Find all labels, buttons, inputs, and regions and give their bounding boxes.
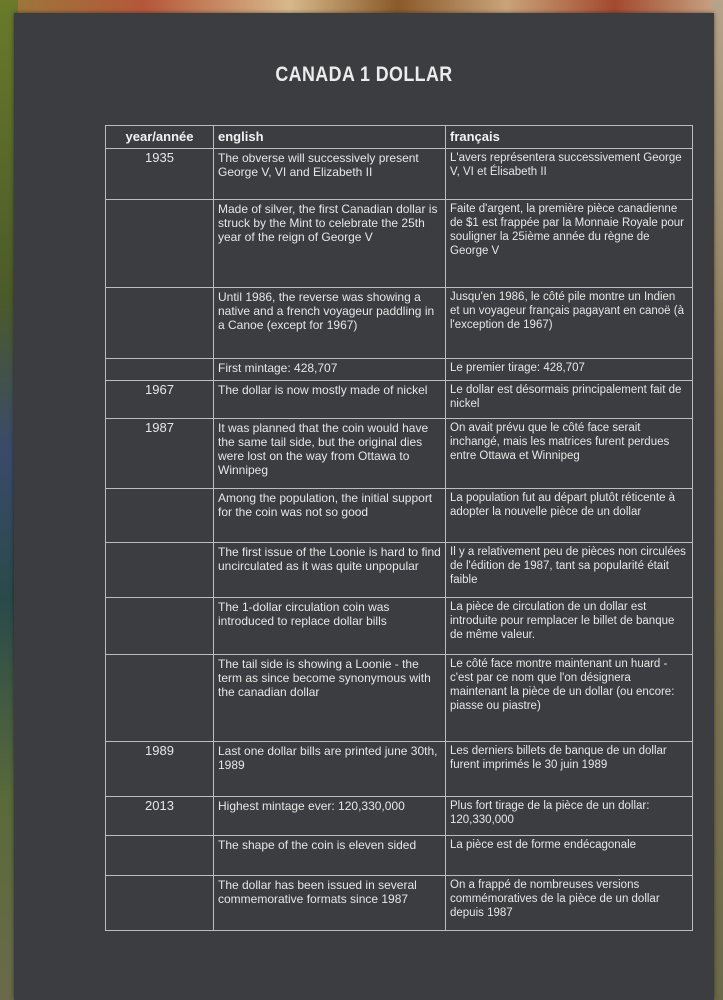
row-year xyxy=(106,598,214,655)
table-row xyxy=(106,149,693,200)
row-year xyxy=(106,200,214,288)
row-french: La pièce est de forme endécagonale xyxy=(446,836,693,876)
row-english: It was planned that the coin would have the same tail side, but the original dies were lost on the way from Ottawa to Winnipeg xyxy=(214,419,446,489)
header-year: year/année xyxy=(106,126,214,149)
row-english: Among the population, the initial support for the coin was not so good xyxy=(214,489,446,543)
row-year: 1989 xyxy=(106,742,214,797)
row-english: The 1-dollar circulation coin was introduced to replace dollar bills xyxy=(214,598,446,655)
table-row xyxy=(106,359,693,381)
header-french: français xyxy=(446,126,693,149)
row-year: 1935 xyxy=(106,149,214,200)
row-french: Le premier tirage: 428,707 xyxy=(446,359,693,381)
table-row xyxy=(106,489,693,543)
display-board xyxy=(14,13,714,1000)
row-year xyxy=(106,543,214,598)
table-row xyxy=(106,200,693,288)
row-french: On a frappé de nombreuses versions commémoratives de la pièce de un dollar depuis 1987 xyxy=(446,876,693,931)
row-year xyxy=(106,288,214,359)
row-french: Plus fort tirage de la pièce de un dollar: 120,330,000 xyxy=(446,797,693,836)
table-row xyxy=(106,742,693,797)
row-year: 2013 xyxy=(106,797,214,836)
row-english: Highest mintage ever: 120,330,000 xyxy=(214,797,446,836)
row-french: On avait prévu que le côté face serait inchangé, mais les matrices furent perdues entre Ottawa et Winnipeg xyxy=(446,419,693,489)
row-french: La pièce de circulation de un dollar est introduite pour remplacer le billet de banque de même valeur. xyxy=(446,598,693,655)
page-title: CANADA 1 DOLLAR xyxy=(275,63,453,86)
table-row xyxy=(106,876,693,931)
row-year xyxy=(106,876,214,931)
row-french: La population fut au départ plutôt réticente à adopter la nouvelle pièce de un dollar xyxy=(446,489,693,543)
table-row xyxy=(106,419,693,489)
row-english: The shape of the coin is eleven sided xyxy=(214,836,446,876)
row-english: Made of silver, the first Canadian dollar is struck by the Mint to celebrate the 25th year of the reign of George V xyxy=(214,200,446,288)
table-row xyxy=(106,655,693,742)
row-year xyxy=(106,489,214,543)
table-row xyxy=(106,288,693,359)
table-row xyxy=(106,381,693,419)
row-english: The obverse will successively present George V, VI and Elizabeth II xyxy=(214,149,446,200)
row-year xyxy=(106,359,214,381)
row-english: The dollar has been issued in several commemorative formats since 1987 xyxy=(214,876,446,931)
row-english: The tail side is showing a Loonie - the term as since become synonymous with the canadian dollar xyxy=(214,655,446,742)
table-row xyxy=(106,836,693,876)
row-english: First mintage: 428,707 xyxy=(214,359,446,381)
row-english: Last one dollar bills are printed june 30th, 1989 xyxy=(214,742,446,797)
row-english: Until 1986, the reverse was showing a native and a french voyageur paddling in a Canoe (except for 1967) xyxy=(214,288,446,359)
row-year: 1987 xyxy=(106,419,214,489)
row-year xyxy=(106,836,214,876)
header-english: english xyxy=(214,126,446,149)
row-year: 1967 xyxy=(106,381,214,419)
table-header-row xyxy=(106,126,693,149)
row-french: Jusqu'en 1986, le côté pile montre un Indien et un voyageur français pagayant en canoë (à l'exception de 1967) xyxy=(446,288,693,359)
table-row xyxy=(106,797,693,836)
row-french: Il y a relativement peu de pièces non circulées de l'édition de 1987, tant sa popularité était faible xyxy=(446,543,693,598)
row-year xyxy=(106,655,214,742)
row-french: Le dollar est désormais principalement fait de nickel xyxy=(446,381,693,419)
row-french: Les derniers billets de banque de un dollar furent imprimés le 30 juin 1989 xyxy=(446,742,693,797)
row-french: Le côté face montre maintenant un huard - c'est par ce nom que l'on désignera maintenant la pièce de un dollar (ou encore: piasse ou piastre) xyxy=(446,655,693,742)
dollar-history-table xyxy=(105,125,693,931)
row-english: The dollar is now mostly made of nickel xyxy=(214,381,446,419)
row-french: L'avers représentera successivement George V, VI et Élisabeth II xyxy=(446,149,693,200)
table-row xyxy=(106,598,693,655)
row-french: Faite d'argent, la première pièce canadienne de $1 est frappée par la Monnaie Royale pour souligner la 25ième année du règne de George V xyxy=(446,200,693,288)
row-english: The first issue of the Loonie is hard to find uncirculated as it was quite unpopular xyxy=(214,543,446,598)
table-row xyxy=(106,543,693,598)
